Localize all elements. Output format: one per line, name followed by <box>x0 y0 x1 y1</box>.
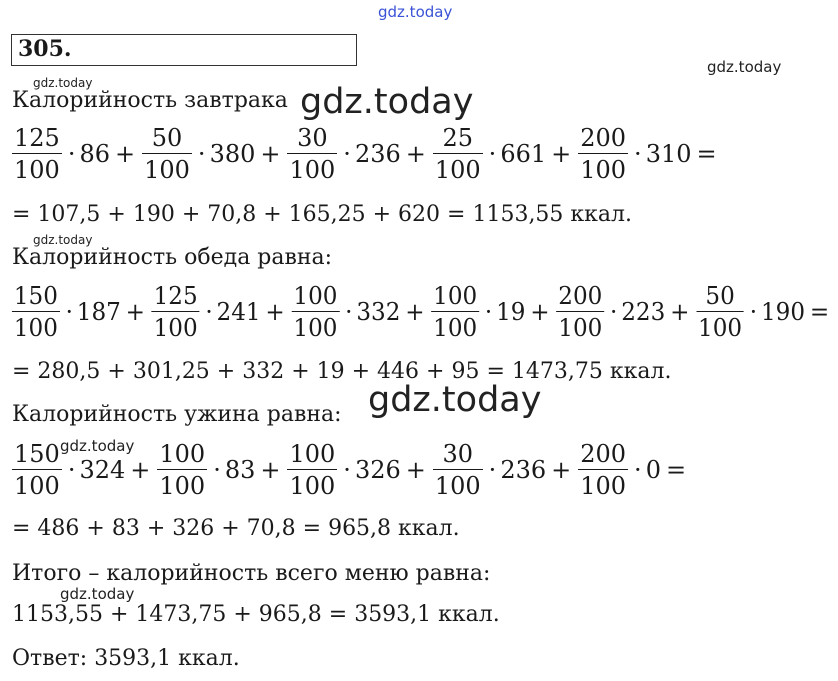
fraction <box>12 284 60 340</box>
fraction <box>287 442 337 498</box>
fraction-numerator: 200 <box>580 124 627 152</box>
multiply-dot: · <box>197 140 206 168</box>
calorie-value: 310 <box>645 140 692 168</box>
dinner-result: = 486 + 83 + 326 + 70,8 = 965,8 ккал. <box>12 516 460 541</box>
multiply-dot: · <box>343 140 351 168</box>
plus-sign: + <box>260 140 281 168</box>
fraction-numerator: 100 <box>159 440 206 468</box>
dinner-equation <box>10 442 691 498</box>
fraction-numerator: 25 <box>442 124 474 152</box>
multiply-dot: · <box>67 140 76 168</box>
fraction <box>12 126 62 182</box>
multiply-dot: · <box>484 298 493 326</box>
multiply-dot: · <box>610 298 618 326</box>
fraction-denominator: 100 <box>14 472 60 500</box>
fraction <box>157 442 207 498</box>
fraction-numerator: 125 <box>153 282 198 310</box>
fraction <box>291 284 339 340</box>
plus-sign: + <box>130 456 151 484</box>
plus-sign: + <box>530 298 550 326</box>
watermark-small-3: gdz.today <box>60 437 135 455</box>
plus-sign: + <box>551 456 572 484</box>
multiply-dot: · <box>488 140 497 168</box>
fraction <box>556 284 604 340</box>
fraction-numerator: 50 <box>705 282 735 310</box>
plus-sign: + <box>405 298 425 326</box>
calorie-value: 241 <box>216 298 261 326</box>
fraction-numerator: 200 <box>580 440 627 468</box>
plus-sign: + <box>405 456 426 484</box>
lunch-result: = 280,5 + 301,25 + 332 + 19 + 446 + 95 = 1473,75 ккал. <box>12 359 672 384</box>
fraction-numerator: 150 <box>13 282 58 310</box>
fraction-denominator: 100 <box>289 156 336 184</box>
fraction-denominator: 100 <box>13 314 58 342</box>
breakfast-result: = 107,5 + 190 + 70,8 + 165,25 + 620 = 1153,55 ккал. <box>12 202 633 227</box>
plus-sign: + <box>405 140 426 168</box>
fraction-numerator: 200 <box>558 282 603 310</box>
fraction-denominator: 100 <box>14 156 60 184</box>
fraction-numerator: 125 <box>14 124 60 152</box>
multiply-dot: · <box>488 456 497 484</box>
fraction-denominator: 100 <box>289 472 336 500</box>
fraction-denominator: 100 <box>293 314 338 342</box>
calorie-value: 86 <box>79 140 110 168</box>
fraction-numerator: 100 <box>433 282 478 310</box>
multiply-dot: · <box>634 456 642 484</box>
fraction <box>578 442 628 498</box>
watermark-large-2: gdz.today <box>368 380 542 420</box>
fraction-denominator: 100 <box>153 314 198 342</box>
dinner-label: Калорийность ужина равна: <box>12 402 342 427</box>
fraction-denominator: 100 <box>580 156 627 184</box>
multiply-dot: · <box>343 456 351 484</box>
total-label: Итого – калорийность всего меню равна: <box>12 561 491 586</box>
fraction-denominator: 100 <box>580 472 627 500</box>
watermark-small-1: gdz.today <box>33 76 93 90</box>
fraction-numerator: 30 <box>297 124 328 152</box>
fraction <box>12 442 62 498</box>
calorie-value: 190 <box>760 298 806 326</box>
calorie-value: 380 <box>209 140 256 168</box>
calorie-value: 332 <box>356 298 401 326</box>
fraction-denominator: 100 <box>159 472 206 500</box>
fraction-denominator: 100 <box>433 314 478 342</box>
calorie-value: 236 <box>500 456 547 484</box>
multiply-dot: · <box>67 456 76 484</box>
fraction <box>142 126 192 182</box>
breakfast-label: Калорийность завтрака <box>12 88 288 113</box>
watermark-right: gdz.today <box>707 58 782 76</box>
multiply-dot: · <box>205 298 213 326</box>
fraction-numerator: 100 <box>289 440 336 468</box>
fraction-numerator: 30 <box>442 440 474 468</box>
problem-number: 305. <box>18 36 72 62</box>
fraction-denominator: 100 <box>434 472 481 500</box>
multiply-dot: · <box>634 140 642 168</box>
fraction-numerator: 100 <box>293 282 338 310</box>
plus-sign: + <box>125 298 145 326</box>
equals-sign: = <box>665 456 687 484</box>
calorie-value: 326 <box>354 456 401 484</box>
watermark-small-2: gdz.today <box>33 233 93 247</box>
multiply-dot: · <box>749 298 758 326</box>
watermark-small-4: gdz.today <box>60 585 135 603</box>
plus-sign: + <box>670 298 690 326</box>
calorie-value: 0 <box>645 456 661 484</box>
calorie-value: 187 <box>76 298 121 326</box>
total-result: 1153,55 + 1473,75 + 965,8 = 3593,1 ккал. <box>12 602 500 627</box>
plus-sign: + <box>260 456 281 484</box>
fraction-denominator: 100 <box>144 156 190 184</box>
fraction <box>431 284 479 340</box>
fraction <box>578 126 628 182</box>
breakfast-equation <box>10 126 722 182</box>
calorie-value: 19 <box>496 298 526 326</box>
calorie-value: 661 <box>500 140 547 168</box>
multiply-dot: · <box>345 298 353 326</box>
lunch-equation <box>10 284 834 340</box>
multiply-dot: · <box>65 298 73 326</box>
watermark-top: gdz.today <box>378 3 453 21</box>
plus-sign: + <box>265 298 285 326</box>
answer: Ответ: 3593,1 ккал. <box>12 646 240 671</box>
fraction-denominator: 100 <box>558 314 603 342</box>
calorie-value: 236 <box>354 140 401 168</box>
plus-sign: + <box>115 140 136 168</box>
calorie-value: 83 <box>224 456 256 484</box>
fraction <box>433 442 483 498</box>
fraction <box>287 126 337 182</box>
equals-sign: = <box>809 298 830 326</box>
calorie-value: 324 <box>79 456 126 484</box>
calorie-value: 223 <box>621 298 666 326</box>
lunch-label: Калорийность обеда равна: <box>12 245 333 270</box>
equals-sign: = <box>696 140 717 168</box>
fraction <box>696 284 744 340</box>
fraction-denominator: 100 <box>434 156 481 184</box>
fraction-numerator: 150 <box>14 440 60 468</box>
problem-number-box <box>11 34 357 66</box>
fraction-denominator: 100 <box>698 314 743 342</box>
plus-sign: + <box>551 140 572 168</box>
fraction <box>152 284 200 340</box>
fraction-numerator: 50 <box>151 124 183 152</box>
fraction <box>433 126 483 182</box>
multiply-dot: · <box>213 456 221 484</box>
watermark-large-1: gdz.today <box>300 82 474 122</box>
